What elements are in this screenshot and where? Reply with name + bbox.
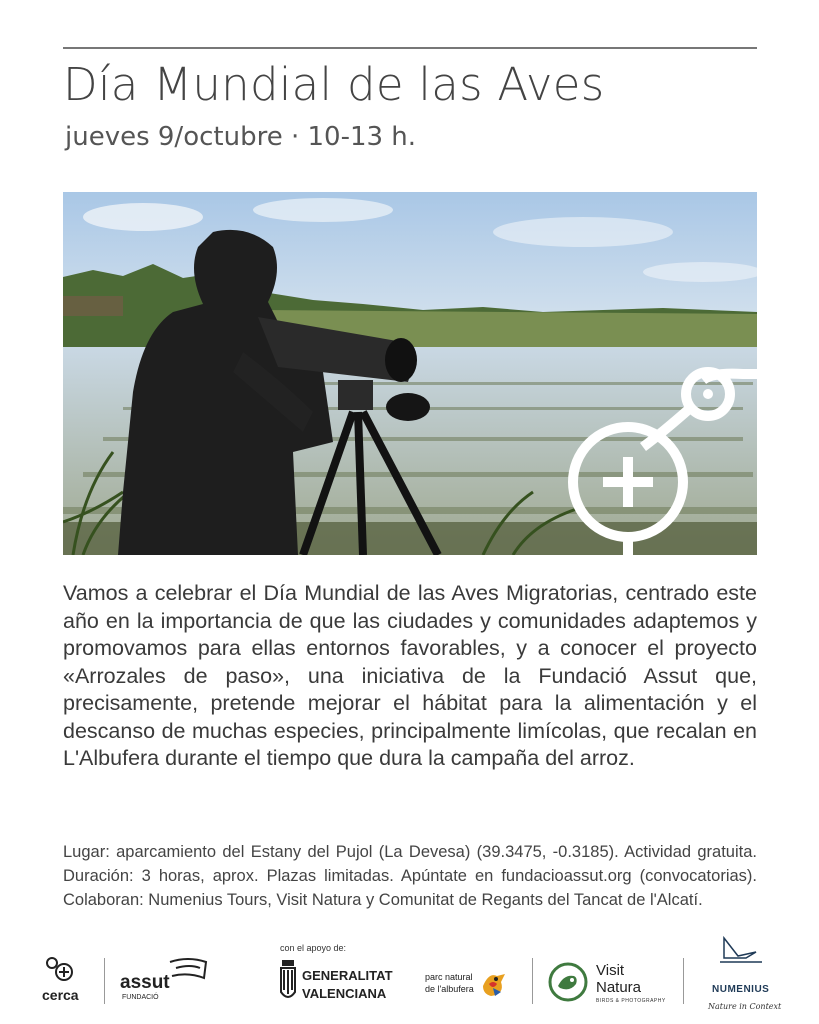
generalitat-shield-icon	[278, 958, 298, 1008]
cerca-bird-icon	[42, 955, 82, 981]
numenius-bird-icon	[716, 934, 766, 970]
parc-line1: parc natural	[425, 972, 473, 982]
logo-assut	[120, 958, 215, 1003]
logo-generalitat	[278, 958, 398, 1008]
page-title: Día Mundial de las Aves	[63, 58, 605, 111]
logo-separator	[104, 958, 105, 1004]
support-label: con el apoyo de:	[280, 943, 347, 953]
description-paragraph: Vamos a celebrar el Día Mundial de las Aves Migratorias, centrado este año en la importancia de que las ciudades y comunidades adaptemos y promovamos para ellas entornos favorables, y a conocer el proyecto «Arrozales de paso», una iniciativa de la Fundació Assut que, precisamente, pretende mejorar el hábitat para la alimentación y el descanso de muchas especies, principalmente limícolas, que recalan en L'Albufera durante el tiempo que dura la campaña del arroz.	[63, 581, 757, 770]
numenius-label: NUMENIUS	[712, 984, 770, 995]
assut-wave-icon	[168, 958, 208, 982]
visit-natura-bird-icon	[548, 962, 588, 1002]
cerca-label: cerca	[42, 987, 79, 1003]
hero-photo	[63, 192, 757, 555]
logo-parc-albufera	[425, 966, 515, 1002]
logo-separator	[683, 958, 684, 1004]
visit-line2: Natura	[596, 979, 642, 996]
event-date: jueves 9/octubre · 10-13 h.	[65, 122, 417, 152]
generalitat-line2: VALENCIANA	[302, 986, 387, 1001]
logo-visit-natura	[548, 960, 673, 1006]
visit-line1: Visit	[596, 962, 625, 979]
assut-fundacio: FUNDACIÓ	[122, 994, 159, 1001]
logo-separator	[532, 958, 533, 1004]
albufera-duck-icon	[479, 966, 509, 1000]
event-info: Lugar: aparcamiento del Estany del Pujol (La Devesa) (39.3475, -0.3185). Actividad gratuita. Duración: 3 horas, aprox. Plazas limitadas. Apúntate en fundacioassut.org (convocatorias). Colaboran: Numenius Tours, Visit Natura y Comunitat de Regants del Tancat de l'Alcatí.	[63, 843, 757, 909]
generalitat-line1: GENERALITAT	[302, 968, 393, 983]
logo-cerca	[42, 955, 92, 1005]
logo-numenius	[698, 934, 788, 1019]
visit-tagline: BIRDS & PHOTOGRAPHY	[596, 998, 666, 1004]
assut-label: assut	[120, 972, 170, 993]
top-rule	[63, 47, 757, 49]
numenius-tagline: Nature in Context	[708, 1002, 782, 1011]
parc-line2: de l'albufera	[425, 984, 474, 994]
